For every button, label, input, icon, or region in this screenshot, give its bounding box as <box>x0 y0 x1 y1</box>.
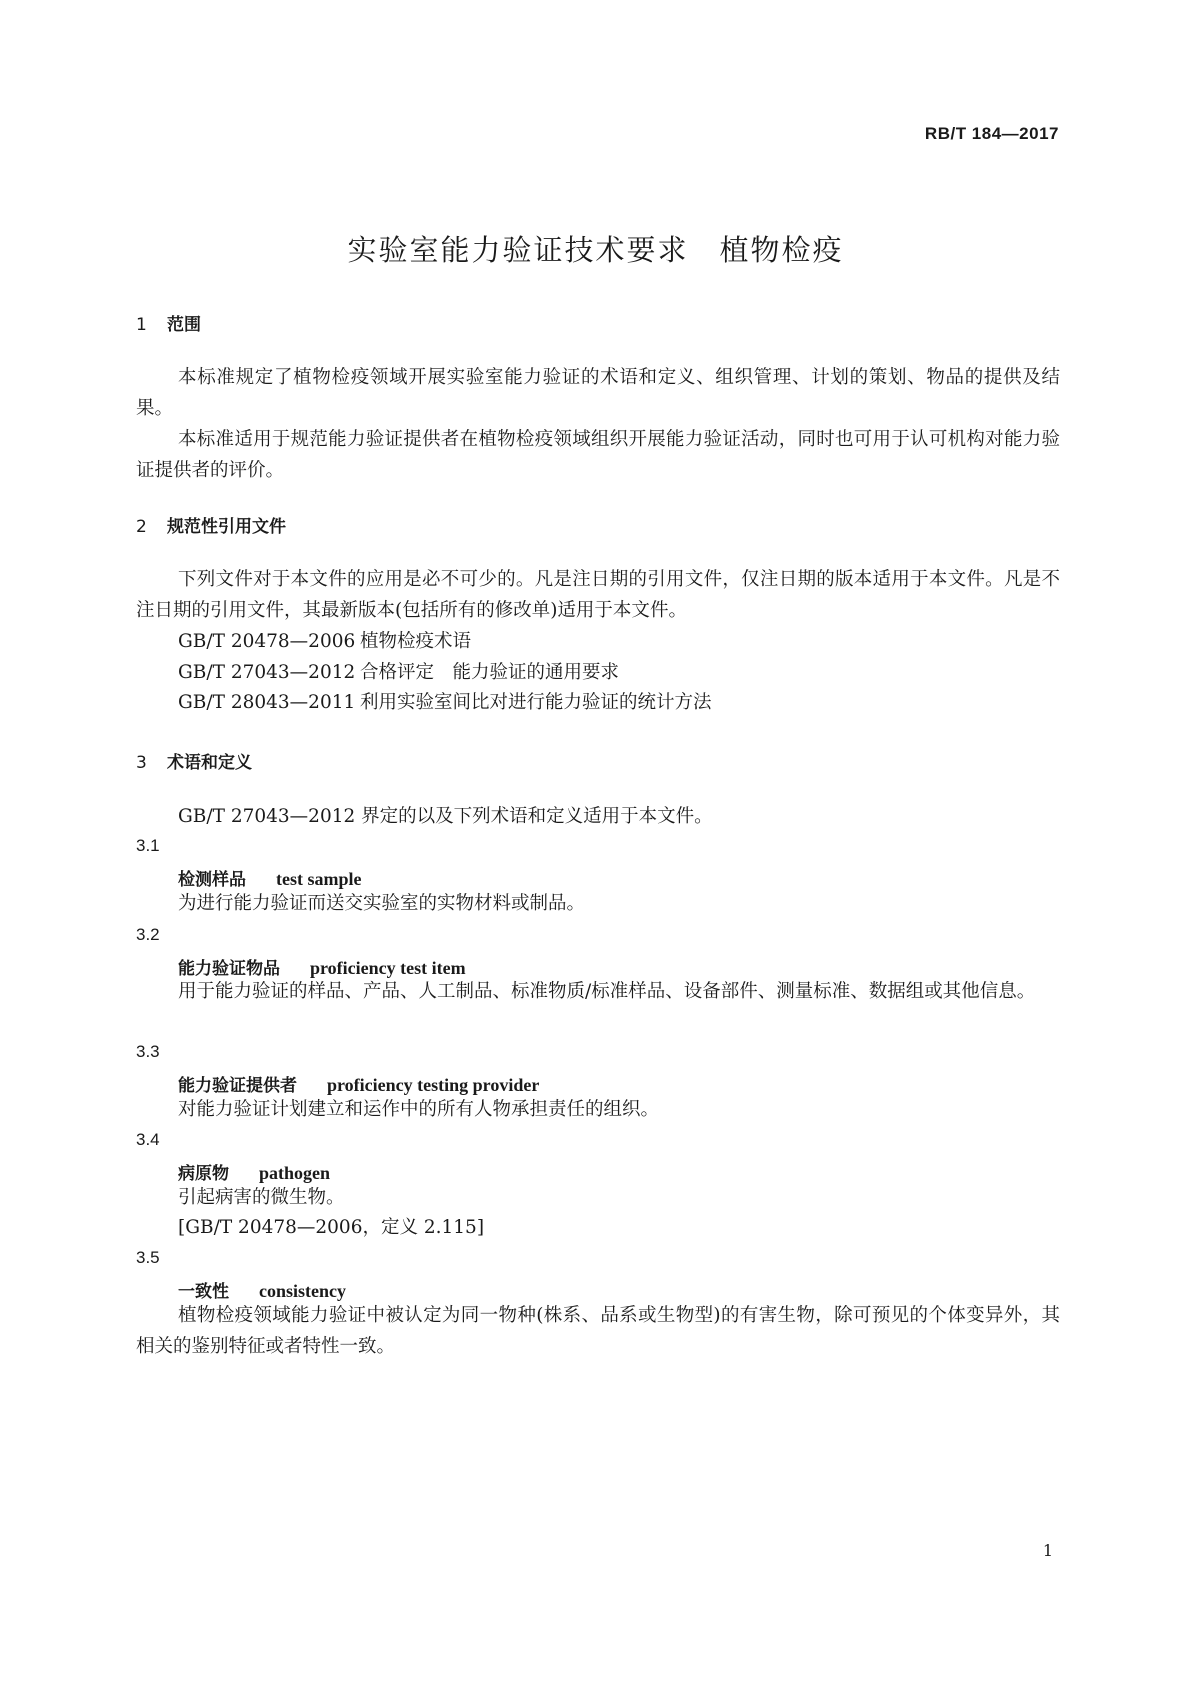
document-title: 实验室能力验证技术要求 植物检疫 <box>347 233 844 267</box>
reference-title: 利用实验室间比对进行能力验证的统计方法 <box>360 692 712 713</box>
term-en: proficiency test item <box>310 958 466 978</box>
term-zh: 病原物 <box>178 1164 229 1184</box>
term-number: 3.5 <box>136 1248 160 1267</box>
term-definition: 引起病害的微生物。 <box>178 1187 345 1208</box>
term-en: consistency <box>259 1281 346 1301</box>
reference-title: 植物检疫术语 <box>360 631 472 652</box>
section-heading <box>136 310 201 335</box>
term-heading <box>178 1071 539 1096</box>
term-en: pathogen <box>259 1163 331 1183</box>
term-zh: 能力验证物品 <box>178 959 280 979</box>
reference-title: 合格评定 能力验证的通用要求 <box>360 662 620 683</box>
term-number: 3.3 <box>136 1042 160 1061</box>
term-definition: 用于能力验证的样品、产品、人工制品、标准物质/标准样品、设备部件、测量标准、数据组或其他信息。 <box>178 981 1036 1002</box>
reference-item <box>178 687 712 718</box>
section-heading <box>136 748 252 773</box>
term-en: proficiency testing provider <box>327 1075 540 1095</box>
term-heading <box>178 1277 346 1302</box>
term-number: 3.1 <box>136 836 160 855</box>
section-number: 3 <box>136 753 147 773</box>
page-number: 1 <box>1042 1541 1053 1560</box>
section-number: 1 <box>136 315 147 335</box>
section-intro: GB/T 27043—2012 界定的以及下列术语和定义适用于本文件。 <box>178 806 713 827</box>
term-zh: 一致性 <box>178 1282 229 1302</box>
section-title: 范围 <box>167 315 201 335</box>
reference-item <box>178 657 619 688</box>
term-definition: 对能力验证计划建立和运作中的所有人物承担责任的组织。 <box>178 1099 660 1120</box>
term-number: 3.2 <box>136 925 160 944</box>
reference-code: GB/T 28043—2011 <box>178 692 356 713</box>
term-number: 3.4 <box>136 1130 160 1149</box>
term-en: test sample <box>276 869 362 889</box>
reference-item <box>178 626 471 657</box>
term-heading <box>178 865 361 890</box>
reference-code: GB/T 27043—2012 <box>178 662 356 683</box>
section-title: 术语和定义 <box>167 753 252 773</box>
term-source: [GB/T 20478—2006，定义 2.115] <box>178 1217 485 1238</box>
section-heading <box>136 512 286 537</box>
term-zh: 能力验证提供者 <box>178 1076 297 1096</box>
paragraph: 本标准适用于规范能力验证提供者在植物检疫领域组织开展能力验证活动，同时也可用于认可机构对能力验证提供者的评价。 <box>136 429 1060 481</box>
term-definition: 植物检疫领域能力验证中被认定为同一物种(株系、品系或生物型)的有害生物，除可预见的个体变异外，其相关的鉴别特征或者特性一致。 <box>136 1305 1060 1357</box>
term-heading <box>178 1159 330 1184</box>
term-zh: 检测样品 <box>178 870 246 890</box>
standard-code: RB/T 184—2017 <box>924 124 1059 143</box>
term-definition: 为进行能力验证而送交实验室的实物材料或制品。 <box>178 893 586 914</box>
paragraph: 下列文件对于本文件的应用是必不可少的。凡是注日期的引用文件，仅注日期的版本适用于本文件。凡是不注日期的引用文件，其最新版本(包括所有的修改单)适用于本文件。 <box>136 569 1060 621</box>
paragraph: 本标准规定了植物检疫领域开展实验室能力验证的术语和定义、组织管理、计划的策划、物品的提供及结果。 <box>136 367 1060 419</box>
reference-code: GB/T 20478—2006 <box>178 631 356 652</box>
section-title: 规范性引用文件 <box>167 517 286 537</box>
section-number: 2 <box>136 517 147 537</box>
